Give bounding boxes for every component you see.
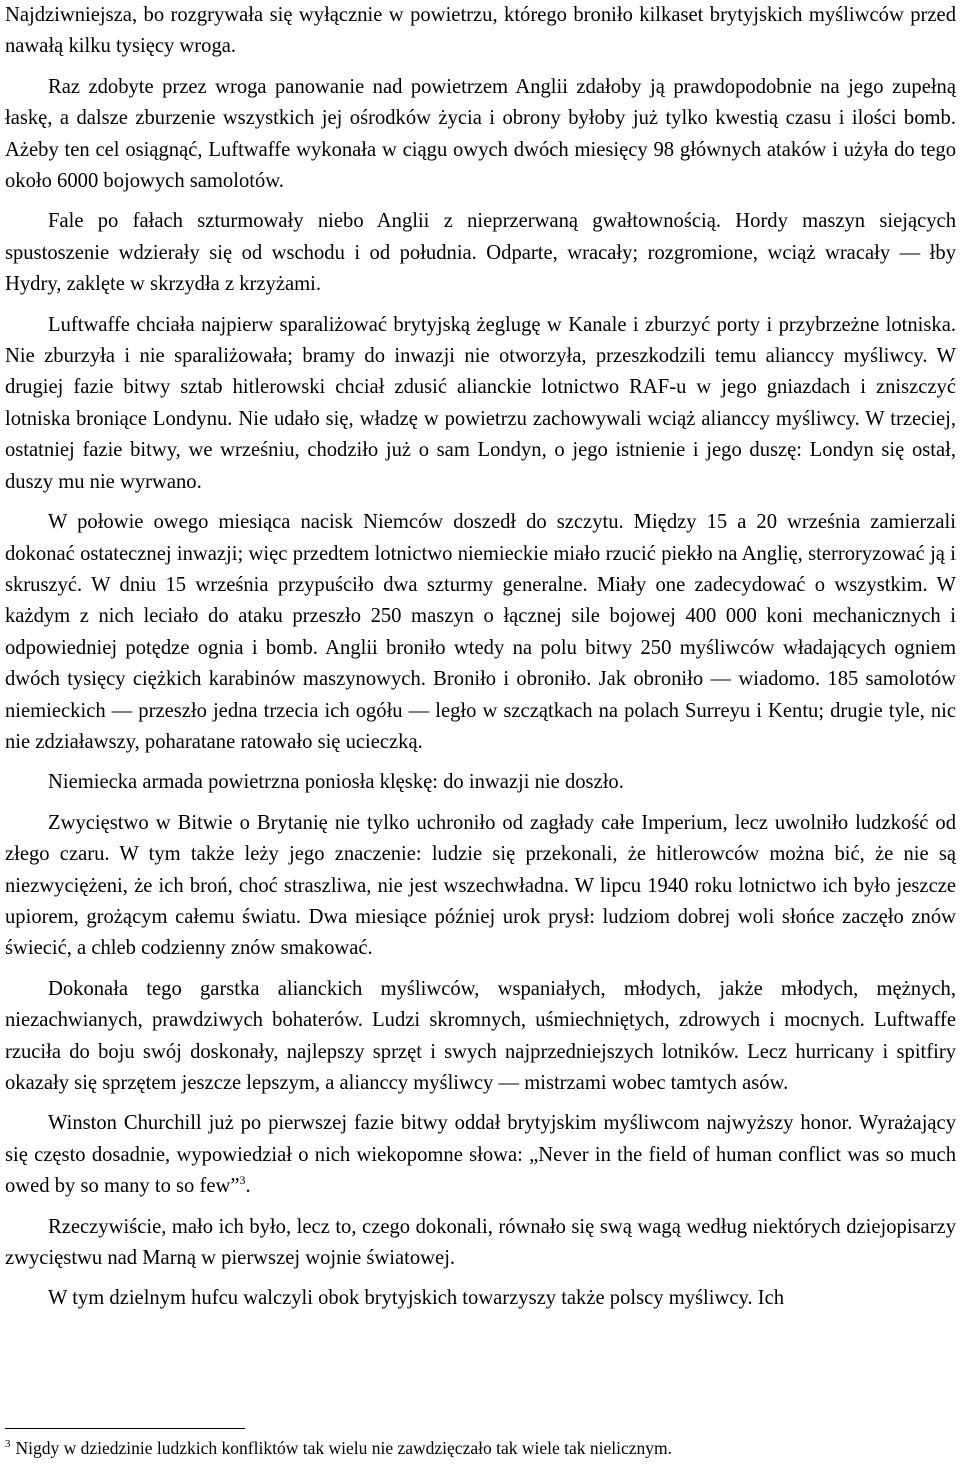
paragraph-10: Rzeczywiście, mało ich było, lecz to, czego dokonali, równało się swą wagą według niektórych dziejopisarzy zwycięstwu nad Marną w pierwszej wojnie światowej. xyxy=(5,1215,956,1270)
document-body xyxy=(5,0,956,1315)
footnote-divider xyxy=(5,1428,245,1429)
paragraph-8: Dokonała tego garstka alianckich myśliwców, wspaniałych, młodych, jakże młodych, mężnych, niezachwianych, prawdziwych bohaterów. Ludzi skromnych, uśmiechniętych, zdrowych i mocnych. Luftwaffe rzuciła do boju swój doskonały, najlepszy sprzęt i swych najprzedniejszych lotników. Lecz hurricany i spitfiry okazały się sprzętem jeszcze lepszym, a alianccy myśliwcy — mistrzami wobec tamtych asów. xyxy=(5,977,956,1094)
paragraph-2: Raz zdobyte przez wroga panowanie nad powietrzem Anglii zdałoby ją prawdopodobnie na jego zupełną łaskę, a dalsze zburzenie wszystkich jej ośrodków życia i obrony byłoby już tylko kwestią czasu i ilości bomb. Ażeby ten cel osiągnąć, Luftwaffe wykonała w ciągu owych dwóch miesięcy 98 głównych ataków i użyła do tego około 6000 bojowych samolotów. xyxy=(5,75,956,193)
paragraph-9-text: Winston Churchill już po pierwszej fazie bitwy oddał brytyjskim myśliwcom najwyższy honor. Wyrażający się często dosadnie, wypowiedział o nich wiekopomne słowa: „Never in the field of human conflict was so much owed by so many to so few” xyxy=(5,1112,956,1198)
footnote xyxy=(5,1436,955,1460)
paragraph-4: Luftwaffe chciała najpierw sparaliżować brytyjską żeglugę w Kanale i zburzyć porty i przybrzeżne lotniska. Nie zburzyła i nie sparaliżowała; bramy do inwazji nie otworzyła, przeszkodzili temu alianccy myśliwcy. W drugiej fazie bitwy sztab hitlerowski chciał zdusić alianckie lotnictwo RAF-u w jego gniazdach i zniszczyć lotniska broniące Londynu. Nie udało się, władzę w powietrzu zachowywali wciąż alianccy myśliwcy. W trzeciej, ostatniej fazie bitwy, we wrześniu, chodziło już o sam Londyn, o jego istnienie i jego duszę: Londyn się ostał, duszy mu nie wyrwano. xyxy=(5,313,956,493)
paragraph-11: W tym dzielnym hufcu walczyli obok brytyjskich towarzyszy także polscy myśliwcy. Ich xyxy=(48,1287,785,1310)
footnote-number: 3 xyxy=(5,1438,11,1451)
paragraph-9-end: . xyxy=(245,1175,251,1198)
paragraph-1: Najdziwniejsza, bo rozgrywała się wyłącznie w powietrzu, którego broniło kilkaset brytyjskich myśliwców przed nawałą kilku tysięcy wroga. xyxy=(5,4,956,58)
footnote-reference[interactable]: 3 xyxy=(239,1173,246,1188)
paragraph-3: Fale po fałach szturmowały niebo Anglii z nieprzerwaną gwałtownością. Hordy maszyn siejących spustoszenie wdzierały się od wschodu i od południa. Odparte, wracały; rozgromione, wciąż wracały — łby Hydry, zaklęte w skrzydła z krzyżami. xyxy=(5,210,956,296)
paragraph-9 xyxy=(5,1108,956,1202)
footnote-text: Nigdy w dziedzinie ludzkich konfliktów tak wielu nie zawdzięczało tak wiele tak nielicznym. xyxy=(15,1438,673,1458)
paragraph-6: Niemiecka armada powietrzna poniosła klęskę: do inwazji nie doszło. xyxy=(48,771,624,794)
paragraph-7: Zwycięstwo w Bitwie o Brytanię nie tylko uchroniło od zagłady całe Imperium, lecz uwolniło ludzkość od złego czaru. W tym także leży jego znaczenie: ludzie się przekonali, że hitlerowców można bić, że nie są niezwyciężeni, że ich broń, choć straszliwa, nie jest wszechwładna. W lipcu 1940 roku lotnictwo ich było jeszcze upiorem, grożącym całemu światu. Dwa miesiące później urok prysł: ludziom dobrej woli słońce zaczęło znów świecić, a chleb codzienny znów smakować. xyxy=(5,811,956,960)
paragraph-5: W połowie owego miesiąca nacisk Niemców doszedł do szczytu. Między 15 a 20 września zamierzali dokonać ostatecznej inwazji; więc przedtem lotnictwo niemieckie miało rzucić piekło na Anglię, sterroryzować ją i skruszyć. W dniu 15 września przypuściło dwa szturmy generalne. Miały one zadecydować o wszystkim. W każdym z nich leciało do ataku przeszło 250 maszyn o łącznej sile bojowej 400 000 koni mechanicznych i odpowiedniej potędze ognia i bomb. Anglii broniło wtedy na polu bitwy 250 myśliwców władających ogniem dwóch tysięcy ciężkich karabinów maszynowych. Broniło i obroniło. Jak obroniło — wiadomo. 185 samolotów niemieckich — przeszło jedna trzecia ich ogółu — legło w szczątkach na polach Surreyu i Kentu; drugie tyle, nic nie zdziaławszy, poharatane ratowało się ucieczką. xyxy=(5,511,956,753)
